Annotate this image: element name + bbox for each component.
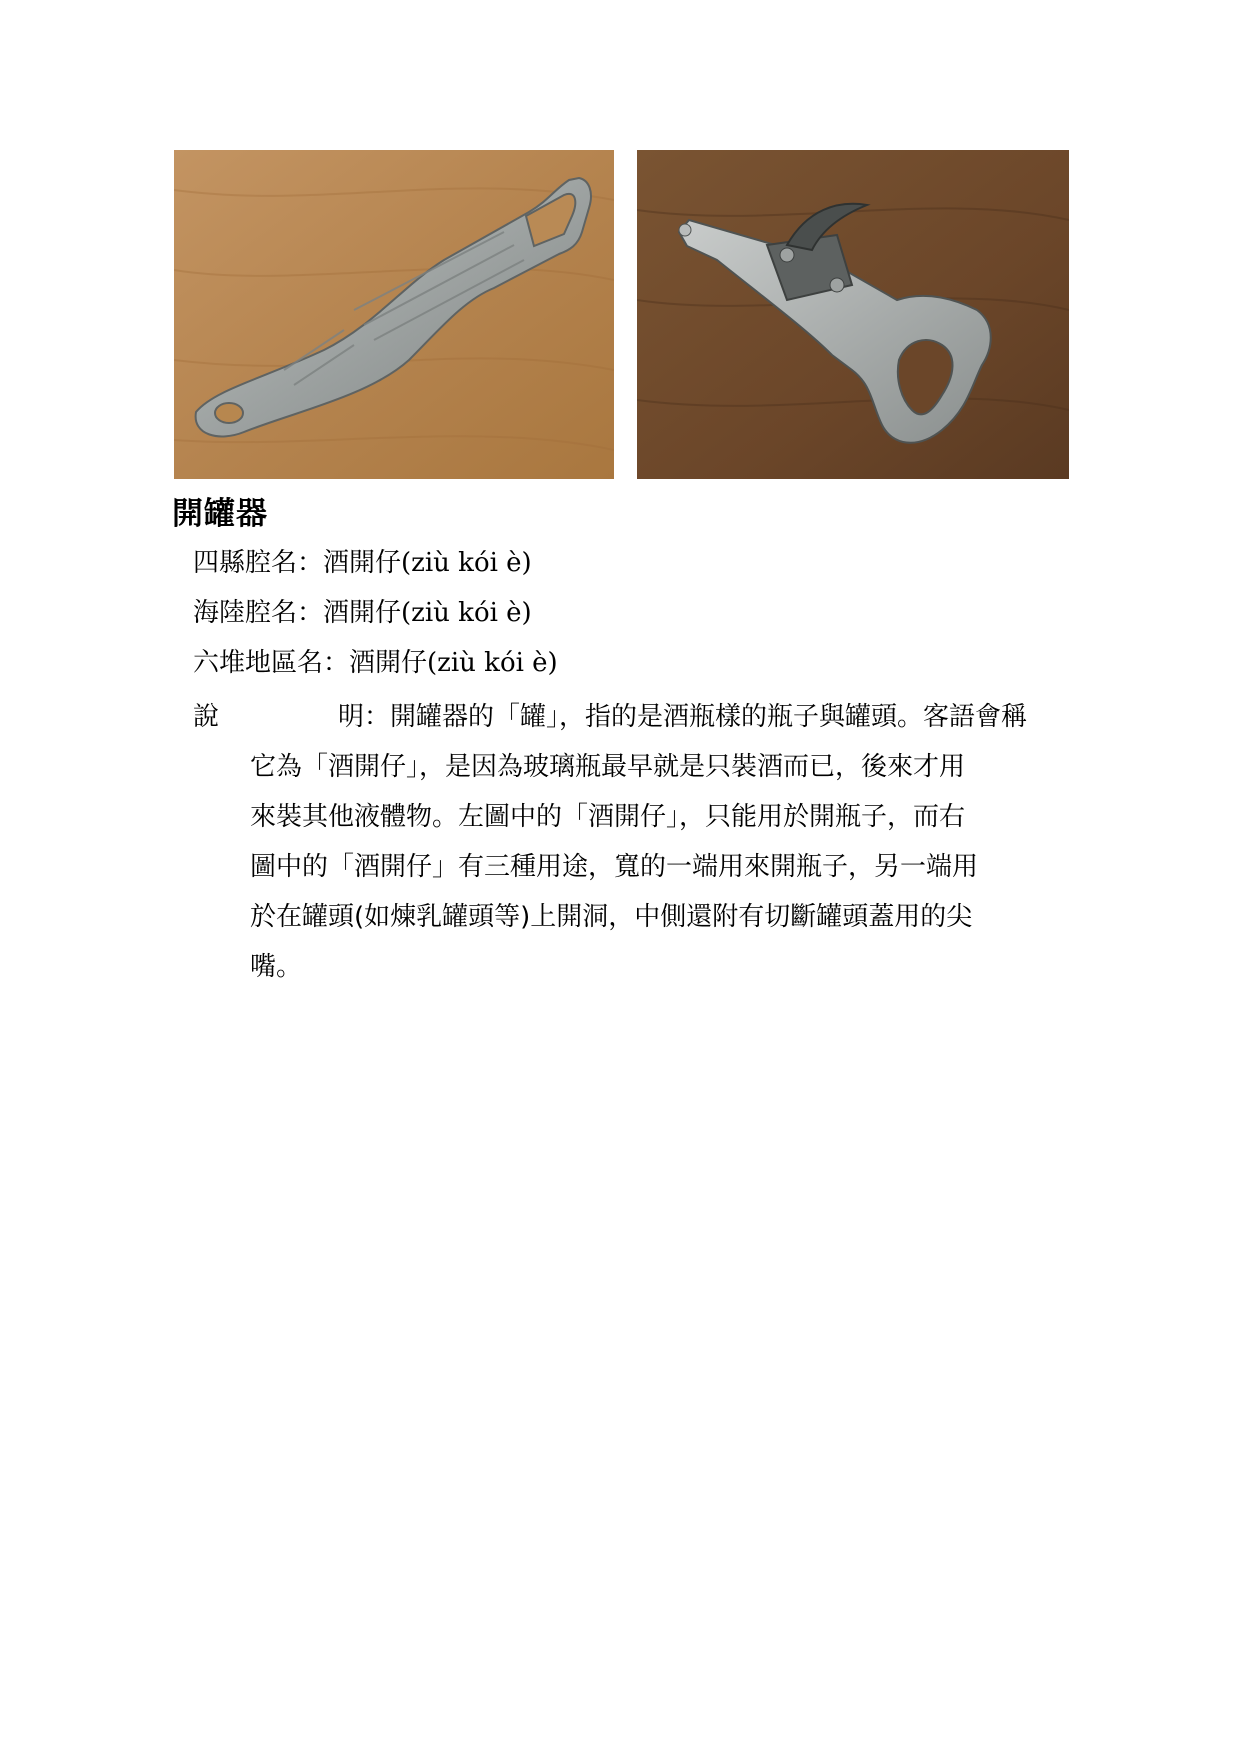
name-label: 四縣腔名： xyxy=(193,548,324,578)
description-line-2: 它為「酒開仔」，是因為玻璃瓶最早就是只裝酒而已，後來才用 xyxy=(250,752,966,782)
page-title: 開罐器 xyxy=(172,496,268,532)
name-label: 六堆地區名： xyxy=(193,648,350,678)
name-value: 酒開仔(ziù kói è) xyxy=(323,548,532,578)
name-liudui xyxy=(193,643,558,683)
description-label-char2: 明： xyxy=(338,702,391,732)
description-line-4: 圖中的「酒開仔」有三種用途，寬的一端用來開瓶子，另一端用 xyxy=(250,852,979,882)
description-body xyxy=(250,692,1080,992)
bottle-opener-photo xyxy=(174,150,614,479)
description-line-1: 明：開罐器的「罐」，指的是酒瓶樣的瓶子與罐頭。客語會稱 xyxy=(338,702,1028,732)
name-hailu xyxy=(193,593,532,633)
description-line-3: 來裝其他液體物。左圖中的「酒開仔」，只能用於開瓶子，而右 xyxy=(250,802,966,832)
description-line-5: 於在罐頭(如煉乳罐頭等)上開洞，中側還附有切斷罐頭蓋用的尖 xyxy=(250,902,973,932)
name-sixian xyxy=(193,543,532,583)
description-line-6: 嘴。 xyxy=(250,952,303,982)
can-opener-photo xyxy=(637,150,1069,479)
name-label: 海陸腔名： xyxy=(193,598,324,628)
description-label-char1: 說 xyxy=(193,702,220,732)
name-value: 酒開仔(ziù kói è) xyxy=(323,598,532,628)
name-value: 酒開仔(ziù kói è) xyxy=(349,648,558,678)
